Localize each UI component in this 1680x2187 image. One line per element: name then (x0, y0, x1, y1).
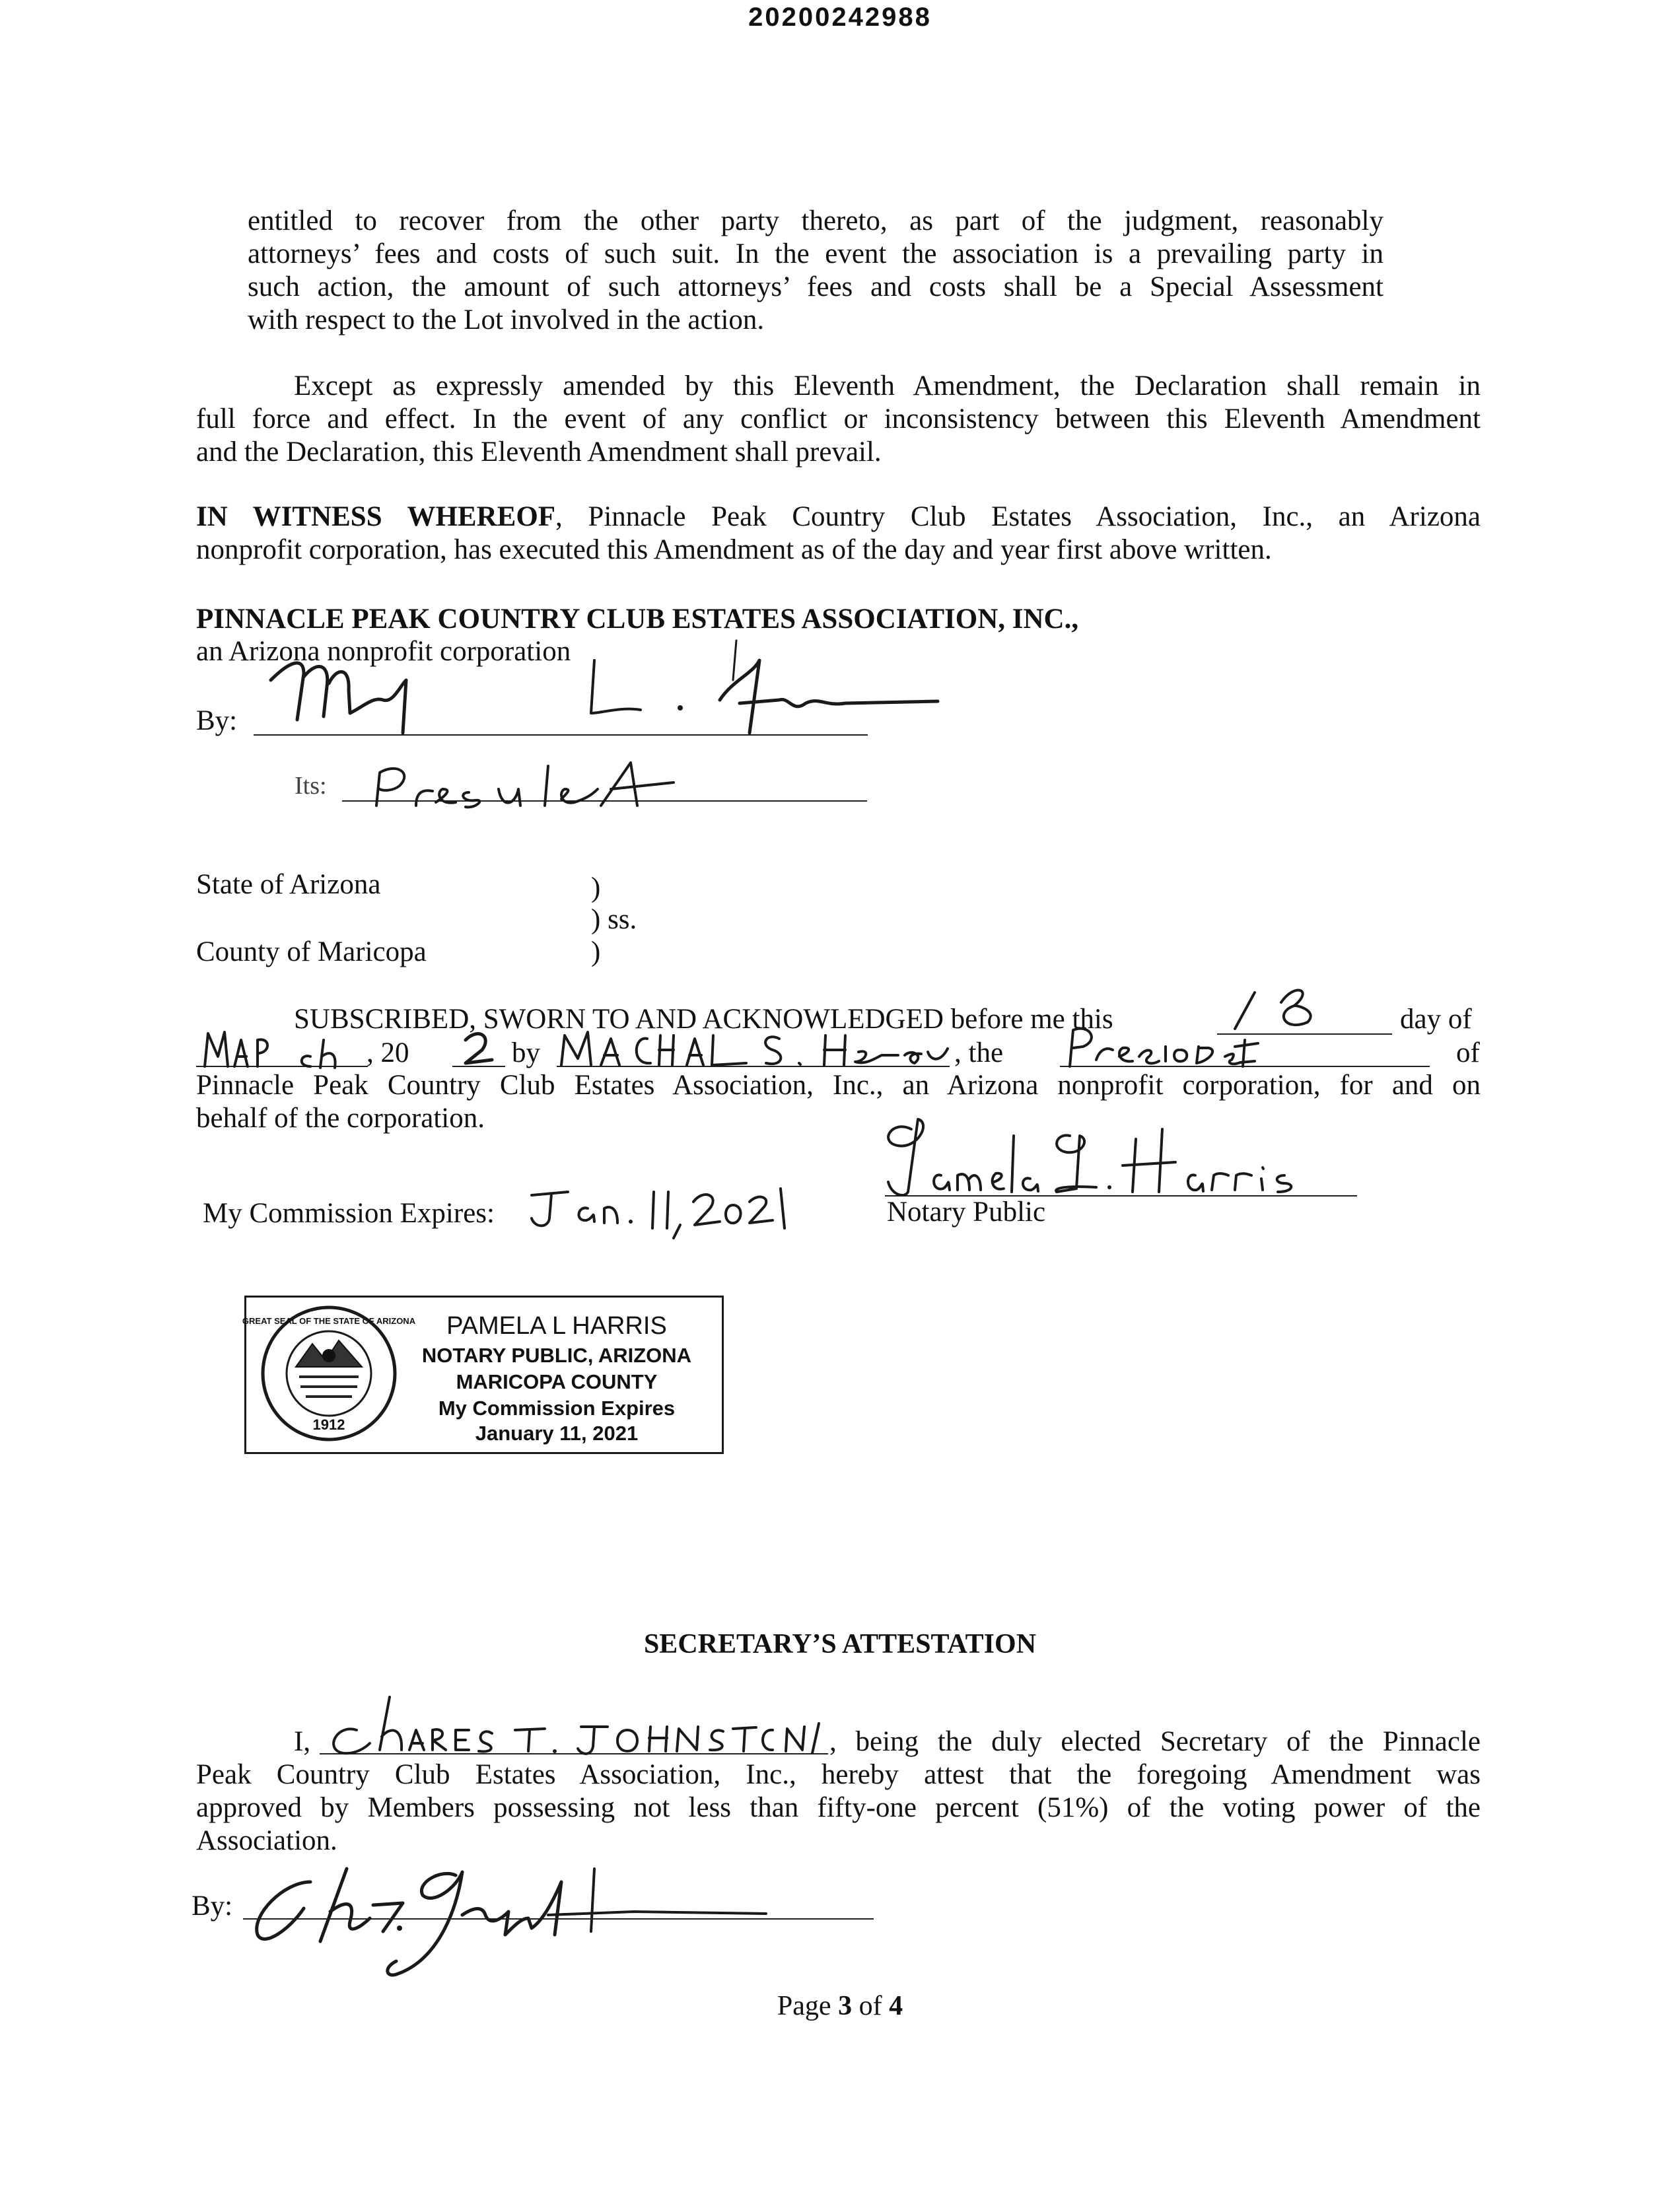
ack-month-handwriting-icon (195, 1020, 373, 1073)
witness-rest: , Pinnacle Peak Country Club Estates Association, Inc., an Arizona (555, 501, 1481, 532)
para-line: full force and effect. In the event of any conflict or inconsistency between this Eleventh Amendment (196, 403, 1481, 434)
ack-name-handwriting-icon (555, 1022, 951, 1072)
seal-year: 1912 (312, 1416, 345, 1433)
secretary-heading: SECRETARY’S ATTESTATION (643, 1629, 1037, 1659)
stamp-county: MARICOPA COUNTY (456, 1370, 658, 1393)
commission-label: My Commission Expires: (203, 1198, 495, 1229)
ack-title-handwriting-icon (1057, 1020, 1268, 1073)
secretary-line-1: , being the duly elected Secretary of the Pinnacle (829, 1726, 1481, 1757)
witness-paragraph (196, 501, 1481, 567)
arizona-seal-icon (242, 1304, 416, 1443)
association-name: PINNACLE PEAK COUNTRY CLUB ESTATES ASSOCIATION, INC., (196, 604, 1079, 635)
president-signature-icon (251, 634, 944, 740)
except-paragraph (196, 370, 1481, 469)
ack-of: of (1456, 1037, 1480, 1068)
recording-number: 20200242988 (748, 3, 932, 32)
stamp-expires-date: January 11, 2021 (475, 1422, 639, 1445)
venue-state: State of Arizona (196, 869, 381, 900)
para-line: Pinnacle Peak Country Club Estates Association, Inc., an Arizona nonprofit corporation, for and on (196, 1070, 1481, 1101)
para-line: entitled to recover from the other party thereto, as part of the judgment, reasonably (248, 205, 1383, 236)
notary-stamp (244, 1296, 724, 1454)
secretary-by-label: By: (192, 1891, 233, 1922)
para-line: Association. (196, 1825, 337, 1856)
para-line: behalf of the corporation. (196, 1103, 485, 1134)
stamp-name: PAMELA L HARRIS (446, 1312, 667, 1340)
witness-lead: IN WITNESS WHEREOF (196, 501, 556, 532)
para-line: approved by Members possessing not less than fifty-one percent (51%) of the voting power of the (196, 1792, 1481, 1823)
notary-public-label: Notary Public (887, 1197, 1046, 1228)
association-type: an Arizona nonprofit corporation (196, 636, 571, 667)
page-prefix: Page (777, 1991, 839, 2021)
secretary-name-handwriting-icon (317, 1690, 832, 1763)
ack-year-handwriting-icon (456, 1024, 508, 1070)
president-title-handwriting-icon (370, 759, 687, 819)
venue-paren-mid: ) ss. (591, 904, 637, 935)
para-line: attorneys’ fees and costs of such suit. In the event the association is a prevailing party in (248, 238, 1383, 269)
page-total: 4 (889, 1991, 903, 2021)
ack-line-1: SUBSCRIBED, SWORN TO AND ACKNOWLEDGED before me this (294, 1004, 1113, 1035)
its-label: Its: (295, 772, 327, 800)
continued-paragraph (248, 205, 1383, 337)
stamp-expires-label: My Commission Expires (438, 1397, 676, 1420)
para-line: with respect to the Lot involved in the action. (248, 304, 765, 335)
venue-paren-bot: ) (591, 936, 601, 967)
ack-day-of: day of (1400, 1004, 1472, 1035)
notary-signature-icon (872, 1109, 1374, 1202)
para-line: such action, the amount of such attorneys’ fees and costs shall be a Special Assessment (248, 271, 1383, 302)
ack-by: by (512, 1037, 540, 1068)
para-line: Peak Country Club Estates Association, Inc., hereby attest that the foregoing Amendment was (196, 1759, 1481, 1790)
stamp-title: NOTARY PUBLIC, ARIZONA (421, 1344, 692, 1367)
page-mid: of (852, 1991, 890, 2021)
ack-year-prefix: , 20 (367, 1037, 409, 1068)
venue-paren-top: ) (591, 872, 601, 903)
page-current: 3 (838, 1991, 853, 2021)
para-line (196, 501, 1481, 534)
para-line: and the Declaration, this Eleventh Amendment shall prevail. (196, 436, 882, 468)
page-number (0, 1990, 1680, 2022)
ack-the: , the (954, 1037, 1004, 1068)
commission-date-handwriting-icon (522, 1182, 786, 1241)
venue-county: County of Maricopa (196, 936, 427, 967)
by-label: By: (196, 705, 238, 736)
secretary-i-label: I, (294, 1726, 311, 1757)
para-line: nonprofit corporation, has executed this Amendment as of the day and year first above written. (196, 534, 1272, 565)
seal-text: GREAT SEAL OF THE STATE OF ARIZONA (242, 1316, 416, 1326)
secretary-signature-icon (238, 1842, 792, 1981)
para-line: Except as expressly amended by this Eleventh Amendment, the Declaration shall remain in (294, 370, 1481, 401)
